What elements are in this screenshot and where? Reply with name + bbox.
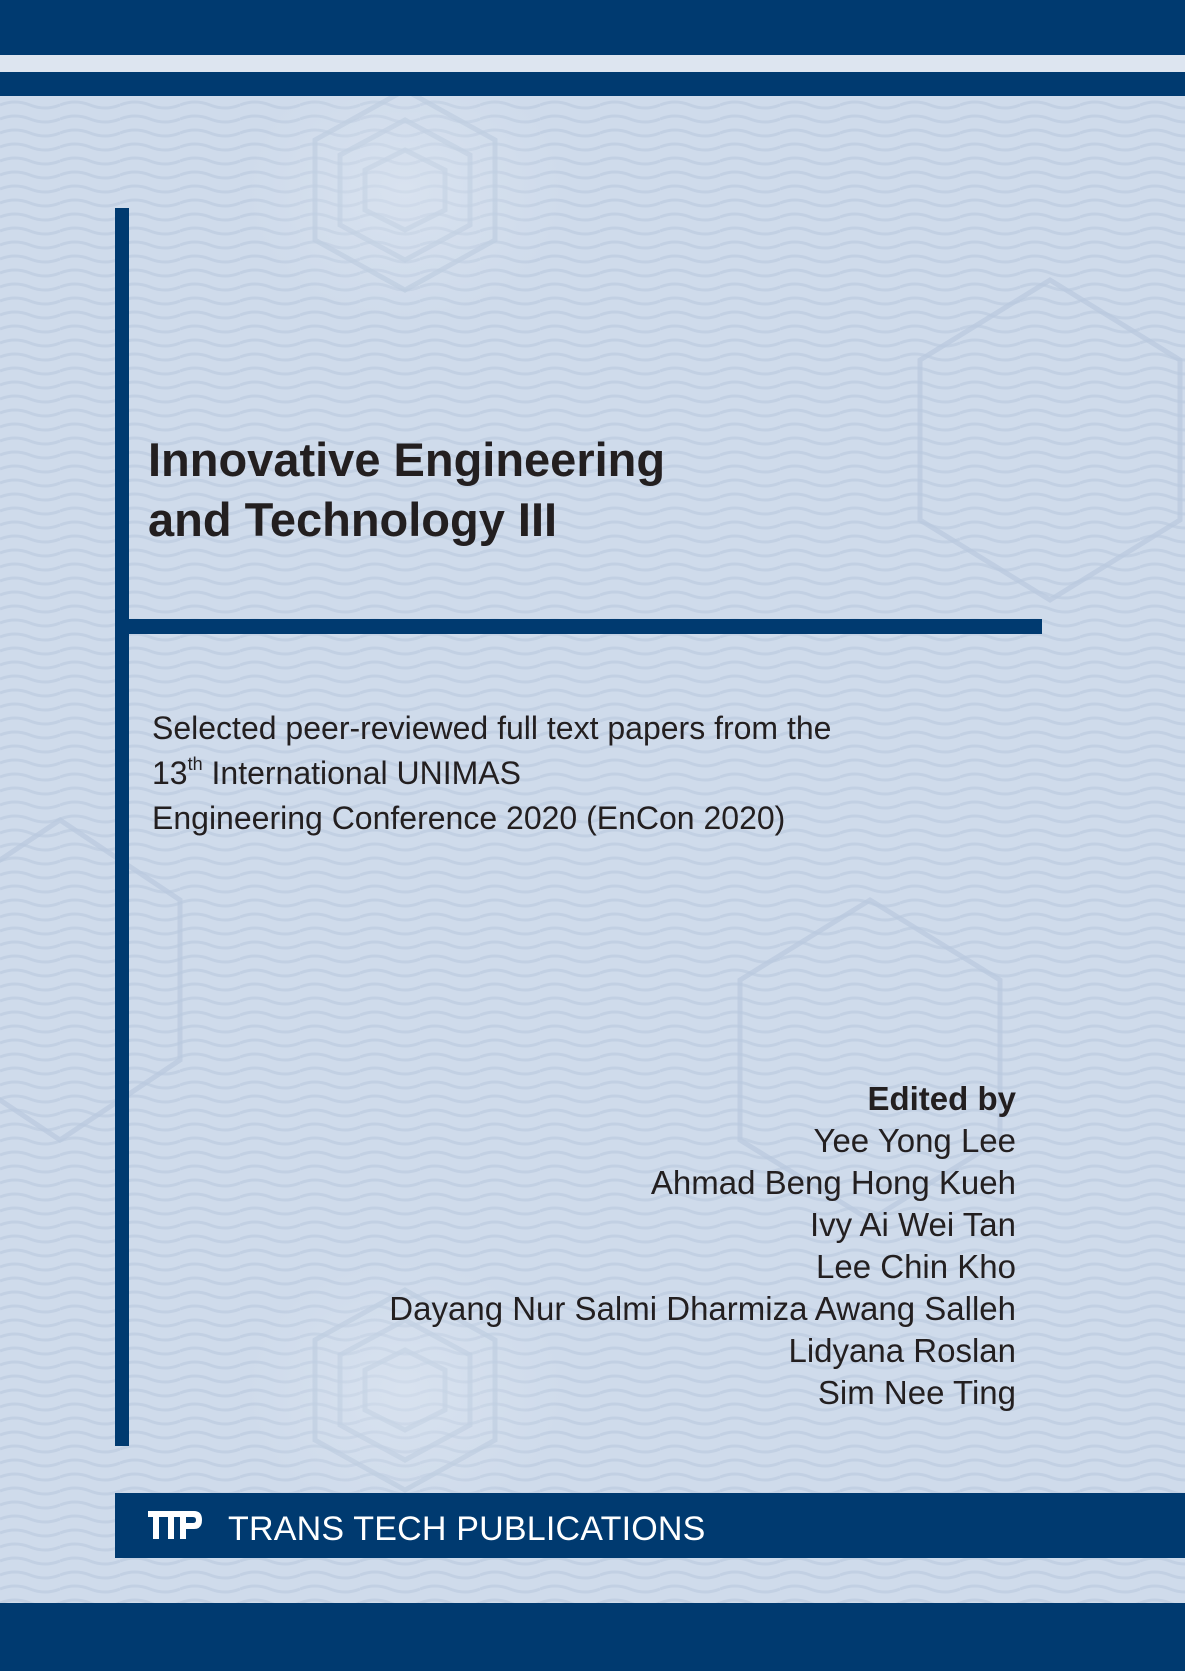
ordinal-suffix: th [187, 754, 203, 774]
subtitle-line: Selected peer-reviewed full text papers from the [152, 710, 832, 746]
editor-name: Sim Nee Ting [817, 1374, 1016, 1411]
book-title-line: Innovative Engineering [148, 433, 666, 486]
top-light-stripe [0, 55, 1185, 72]
conference-name: International UNIMAS [202, 755, 521, 791]
top-navy-band [0, 0, 1185, 55]
vertical-accent-rule [115, 208, 129, 1446]
editor-name: Ahmad Beng Hong Kueh [650, 1164, 1016, 1201]
bottom-navy-band [0, 1603, 1185, 1671]
book-title [148, 430, 998, 550]
editor-name: Ivy Ai Wei Tan [809, 1206, 1016, 1243]
ttp-logo-icon [148, 1509, 202, 1541]
subtitle-line [152, 751, 1052, 796]
book-subtitle [152, 706, 1052, 841]
horizontal-accent-rule [115, 619, 1042, 634]
book-title-line: and Technology III [148, 493, 558, 546]
conference-edition-number: 13 [152, 755, 188, 791]
publisher-name: TRANS TECH PUBLICATIONS [228, 1510, 706, 1548]
top-navy-stripe [0, 72, 1185, 96]
editor-name: Lidyana Roslan [788, 1332, 1016, 1369]
editor-name: Lee Chin Kho [816, 1248, 1016, 1285]
editors-block [216, 1078, 1016, 1414]
editor-name: Dayang Nur Salmi Dharmiza Awang Salleh [389, 1290, 1016, 1327]
subtitle-line: Engineering Conference 2020 (EnCon 2020) [152, 800, 786, 836]
editor-name: Yee Yong Lee [813, 1122, 1016, 1159]
editors-heading: Edited by [867, 1080, 1016, 1117]
